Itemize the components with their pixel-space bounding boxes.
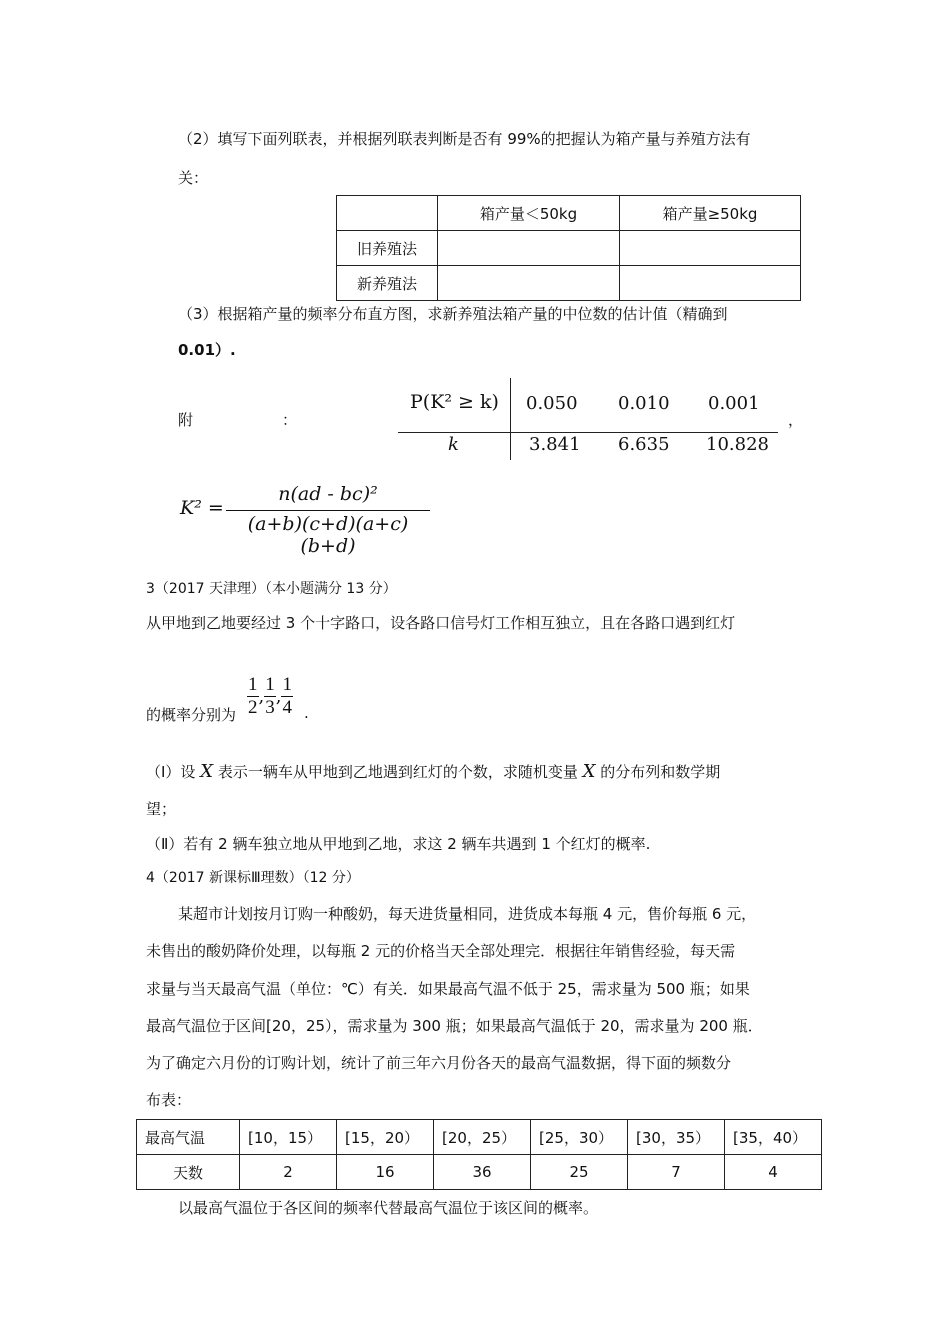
formula-numerator: n(ad - bc)² [278,483,378,505]
contingency-row-old: 旧养殖法 [337,231,438,266]
table-vertical-rule [510,378,511,460]
problem3-part1: （Ⅰ）设 X 表示一辆车从甲地到乙地遇到红灯的个数，求随机变量 X 的分布列和数学期 [146,761,721,782]
problem3-prob-suffix: . [304,704,309,722]
count-cell: 2 [240,1155,337,1190]
problem4-line: 为了确定六月份的订购计划，统计了前三年六月份各天的最高气温数据，得下面的频数分 [146,1054,732,1072]
frequency-row2-label: 天数 [137,1155,240,1190]
problem4-header: 4（2017 新课标Ⅲ理数）（12 分） [146,870,360,886]
table-row2-label: k [448,434,459,455]
probability-fractions: $\frac{1}{2}$ , $\frac{1}{3}$ , $\frac{1}{4}$ [248,674,292,718]
q3-line1: （3）根据箱产量的频率分布直方图，求新养殖法箱产量的中位数的估计值（精确到 [178,305,728,323]
interval-cell: [35，40） [725,1120,822,1155]
fraction: $\frac{1}{2}$ [248,674,258,718]
problem3-part2: （Ⅱ）若有 2 辆车独立地从甲地到乙地，求这 2 辆车共遇到 1 个红灯的概率. [146,835,651,853]
formula-denominator: (a+b)(c+d)(a+c)(b+d) [247,513,409,557]
contingency-cell [438,266,620,301]
problem4-line: 最高气温位于区间[20，25），需求量为 300 瓶；如果最高气温低于 20，需求量为 200 瓶． [146,1017,763,1035]
interval-cell: [20，25） [434,1120,531,1155]
table-row2-value: 3.841 [529,434,581,455]
table-row2-value: 10.828 [706,434,769,455]
variable-x: X [200,761,214,782]
contingency-row-new: 新养殖法 [337,266,438,301]
problem4-line: 布表： [146,1091,192,1109]
q2-line1: （2）填写下面列联表，并根据列联表判断是否有 99%的把握认为箱产量与养殖方法有 [178,130,751,148]
count-cell: 7 [628,1155,725,1190]
problem3-header: 3（2017 天津理）（本小题满分 13 分） [146,581,397,597]
problem4-last-line: 以最高气温位于各区间的频率代替最高气温位于该区间的概率。 [178,1199,599,1217]
contingency-table [336,195,801,301]
appendix-colon: ： [282,411,298,429]
q3-line2: 0.01）. [178,341,236,359]
critical-value-table [398,378,778,460]
count-cell: 16 [337,1155,434,1190]
interval-cell: [15，20） [337,1120,434,1155]
table-row1-value: 0.050 [526,393,578,414]
contingency-cell [620,231,801,266]
formula-lhs: K² = [180,497,224,519]
table-row1-label: P(K² ≥ k) [410,391,499,413]
frequency-table [136,1119,822,1190]
table-horizontal-rule [398,432,778,433]
problem3-prob-prefix: 的概率分别为 [146,706,237,724]
problem4-line: 某超市计划按月订购一种酸奶，每天进货量相同，进货成本每瓶 4 元，售价每瓶 6 元， [178,905,757,923]
appendix-label: 附 [178,411,194,429]
contingency-header-ge50: 箱产量≥50kg [620,196,801,231]
interval-cell: [10，15） [240,1120,337,1155]
fraction: $\frac{1}{4}$ [282,674,292,718]
count-cell: 25 [531,1155,628,1190]
variable-x: X [582,761,596,782]
table-row1-value: 0.010 [618,393,670,414]
contingency-cell [438,231,620,266]
interval-cell: [25，30） [531,1120,628,1155]
formula-fraction-bar [226,510,430,511]
q2-line2: 关： [178,169,209,187]
fraction: $\frac{1}{3}$ [265,674,275,718]
count-cell: 4 [725,1155,822,1190]
problem4-line: 求量与当天最高气温（单位：℃）有关．如果最高气温不低于 25，需求量为 500 瓶；如果 [146,980,750,998]
frequency-row1-label: 最高气温 [137,1120,240,1155]
count-cell: 36 [434,1155,531,1190]
problem3-line1: 从甲地到乙地要经过 3 个十字路口，设各路口信号灯工作相互独立，且在各路口遇到红灯 [146,614,736,632]
contingency-header-empty [337,196,438,231]
contingency-cell [620,266,801,301]
interval-cell: [30，35） [628,1120,725,1155]
table-row1-value: 0.001 [708,393,760,414]
appendix-trailing-comma: ， [788,411,804,429]
problem3-part1-cont: 望； [146,800,177,818]
problem4-line: 未售出的酸奶降价处理，以每瓶 2 元的价格当天全部处理完．根据往年销售经验，每天需 [146,942,736,960]
contingency-header-lt50: 箱产量＜50kg [438,196,620,231]
table-row2-value: 6.635 [618,434,670,455]
